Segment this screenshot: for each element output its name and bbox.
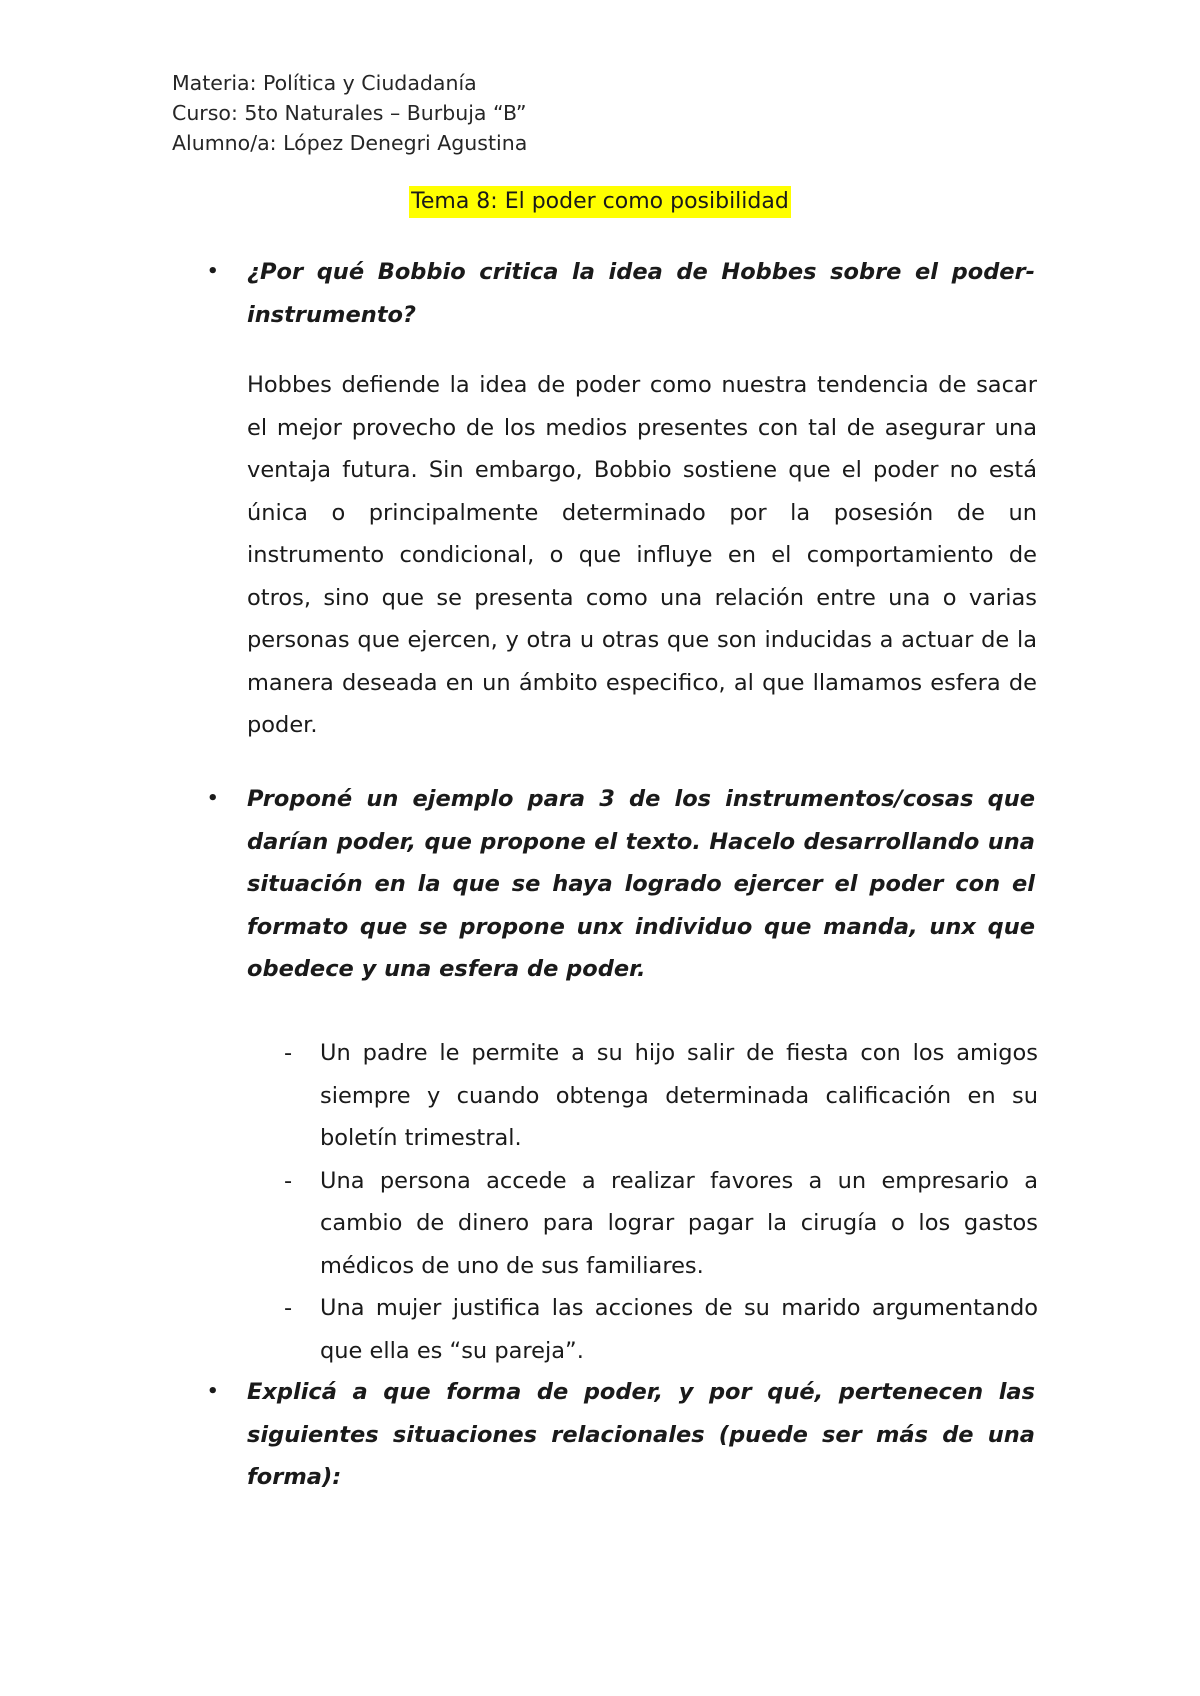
example-text: Una mujer justifica las acciones de su marido argumentando que ella es “su pareja”. [320, 1295, 1038, 1364]
dash-bullet: - [284, 1040, 293, 1066]
example-text: Un padre le permite a su hijo salir de fiesta con los amigos siempre y cuando obtenga determinada calificación en su boletín trimestral. [320, 1040, 1038, 1151]
list-item [284, 1287, 1038, 1372]
dash-bullet: - [284, 1167, 293, 1194]
question-1 [207, 251, 1035, 336]
bullet-icon: • [207, 1381, 219, 1402]
header-curso: Curso: 5to Naturales – Burbuja “B” [172, 101, 527, 125]
bullet-icon: • [207, 788, 219, 809]
header-materia: Materia: Política y Ciudadanía [172, 71, 477, 95]
header-alumno: Alumno/a: López Denegri Agustina [172, 131, 528, 155]
question-2 [207, 778, 1035, 991]
answer-1: Hobbes defiende la idea de poder como nuestra tendencia de sacar el mejor provecho de los medios presentes con tal de asegurar una ventaja futura. Sin embargo, Bobbio sostiene que el poder no está única o principalmente determinado por la posesión de un instrumento condicional, o que influye en el comportamiento de otros, sino que se presenta como una relación entre una o varias personas que ejercen, y otra u otras que son inducidas a actuar de la manera deseada en un ámbito especifico, al que llamamos esfera de poder. [247, 372, 1037, 738]
title-container [0, 186, 1200, 218]
bullet-icon: • [207, 261, 219, 282]
question-3-text: Explicá a que forma de poder, y por qué, pertenecen las siguientes situaciones relacionales (puede ser más de una forma): [247, 1379, 1035, 1490]
question-3 [207, 1371, 1035, 1499]
list-item [284, 1032, 1038, 1160]
dash-bullet: - [284, 1295, 293, 1321]
question-1-text: ¿Por qué Bobbio critica la idea de Hobbes sobre el poder-instrumento? [247, 259, 1035, 328]
question-2-text: Proponé un ejemplo para 3 de los instrumentos/cosas que darían poder, que propone el texto. Hacelo desarrollando una situación en la que se haya logrado ejercer el poder con el formato que se propone unx individuo que manda, unx que obedece y una esfera de poder. [247, 786, 1035, 982]
list-item [284, 1160, 1038, 1288]
example-text: Una persona accede a realizar favores a un empresario a cambio de dinero para lograr pagar la cirugía o los gastos médicos de uno de sus familiares. [320, 1167, 1038, 1279]
examples-list [284, 1032, 1038, 1372]
page-title: Tema 8: El poder como posibilidad [409, 186, 791, 218]
